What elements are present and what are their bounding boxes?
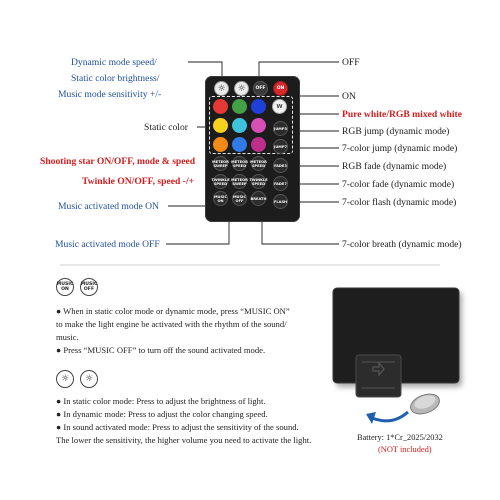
twinkle-speed-button-1[interactable]: TWINKLE SPEED: [213, 174, 228, 189]
label-music-sensitivity: Music mode sensitivity +/-: [58, 89, 162, 100]
label-rgb-fade: RGB fade (dynamic mode): [342, 161, 447, 172]
label-7color-jump: 7-color jump (dynamic mode): [342, 143, 458, 154]
brightness-down-button[interactable]: ☼: [234, 81, 249, 96]
label-dynamic-speed: Dynamic mode speed/: [71, 57, 157, 68]
label-7color-flash: 7-color flash (dynamic mode): [342, 197, 457, 208]
adjust-line-3: ● In sound activated mode: Press to adjust the sensitivity of the sound.: [56, 422, 299, 432]
jump3-button[interactable]: JUMP3: [273, 121, 288, 136]
flash-button[interactable]: FLASH: [273, 194, 288, 209]
jump7-button[interactable]: JUMP7: [273, 139, 288, 154]
brightness-down-icon: ☼: [80, 370, 98, 388]
label-7color-breath: 7-color breath (dynamic mode): [342, 239, 462, 250]
label-music-off: Music activated mode OFF: [55, 239, 160, 250]
label-shooting-star: Shooting star ON/OFF, mode & speed: [40, 156, 196, 167]
breath-button[interactable]: BREATH: [251, 191, 266, 206]
label-music-on: Music activated mode ON: [58, 201, 159, 212]
music-line-4: ● Press “MUSIC OFF” to turn off the sound activated mode.: [56, 345, 266, 355]
label-rgb-jump: RGB jump (dynamic mode): [342, 126, 450, 137]
music-on-button[interactable]: MUSIC ON: [213, 191, 228, 206]
label-7color-fade: 7-color fade (dynamic mode): [342, 179, 455, 190]
label-twinkle: Twinkle ON/OFF, speed -/+: [82, 176, 195, 187]
twinkle-speed-button-2[interactable]: TWINKLE SPEED: [251, 174, 266, 189]
white-button[interactable]: W: [272, 99, 287, 114]
battery-note: (NOT included): [378, 445, 432, 454]
insert-arrow-icon: [372, 412, 408, 421]
fade3-button[interactable]: FADE3: [273, 158, 288, 173]
meteor-speed-button-2[interactable]: METEOR SPEED: [251, 156, 266, 171]
off-button[interactable]: OFF: [253, 81, 268, 96]
music-on-icon: MUSIC ON: [56, 278, 74, 296]
music-line-1: ● When in static color mode or dynamic mode, press “MUSIC ON”: [56, 306, 290, 316]
brightness-up-button[interactable]: ☼: [214, 81, 229, 96]
label-static-color: Static color: [144, 122, 188, 133]
label-off: OFF: [342, 57, 360, 68]
brightness-up-icon: ☼: [56, 370, 74, 388]
music-line-2: to make the light engine be activated with the rhythm of the sound/: [56, 319, 287, 329]
music-off-button[interactable]: MUSIC OFF: [232, 191, 247, 206]
label-static-brightness: Static color brightness/: [71, 73, 160, 84]
battery-caption: Battery: 1*Cr_2025/2032: [357, 433, 443, 442]
label-pure-white: Pure white/RGB mixed white: [342, 109, 463, 120]
on-button[interactable]: ON: [273, 81, 288, 96]
fade7-button[interactable]: FADE7: [273, 176, 288, 191]
meteor-speed-button-1[interactable]: METEOR SPEED: [232, 156, 247, 171]
adjust-line-2: ● In dynamic mode: Press to adjust the color changing speed.: [56, 409, 268, 419]
adjust-line-4: The lower the sensitivity, the higher volume you need to activate the light.: [56, 435, 312, 445]
adjust-line-1: ● In static color mode: Press to adjust the brightness of light.: [56, 396, 266, 406]
label-on: ON: [342, 91, 356, 102]
meteor-sweep-button-2[interactable]: METEOR SWEEP: [232, 174, 247, 189]
music-line-3: music.: [56, 332, 79, 342]
meteor-sweep-button[interactable]: METEOR SWEEP: [213, 156, 228, 171]
music-off-icon: MUSIC OFF: [80, 278, 98, 296]
